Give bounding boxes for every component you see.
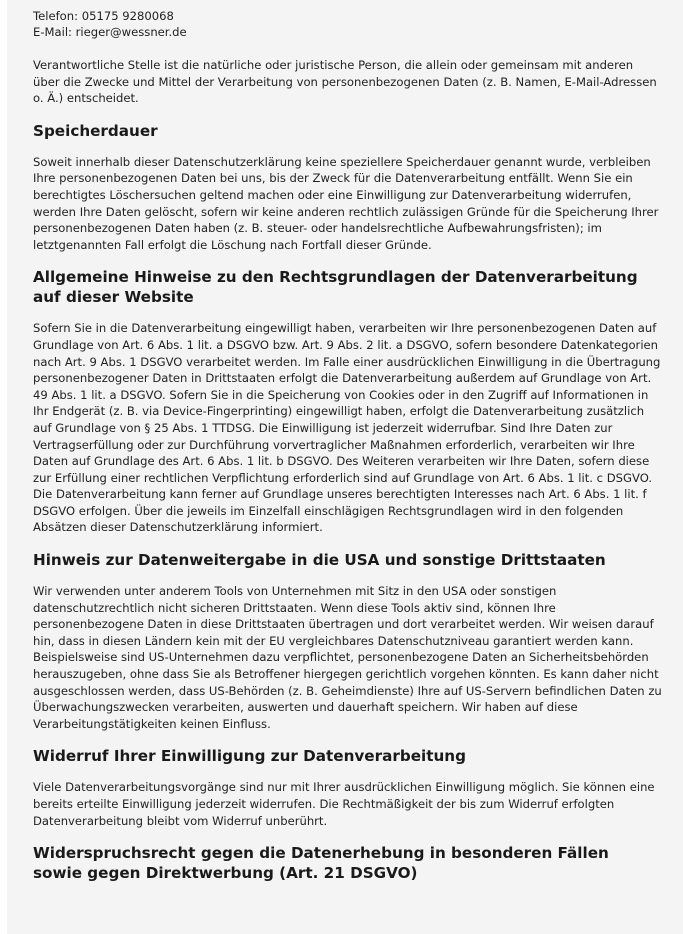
heading-legal-basis: Allgemeine Hinweise zu den Rechtsgrundlagen der Datenverarbeitung auf dieser Website [33, 268, 638, 307]
heading-data-transfer-usa: Hinweis zur Datenweitergabe in die USA und sonstige Drittstaaten [33, 551, 606, 570]
paragraph-data-transfer-usa: Wir verwenden unter anderem Tools von Unternehmen mit Sitz in den USA oder sonstigen datenschutzrechtlich nicht sicheren Drittstaaten. Wenn diese Tools aktiv sind, können Ihre personenbezogene Daten in diese Drittstaaten übertragen und dort verarbeitet werden. Wir weisen darauf hin, dass in diesen Ländern kein mit der EU vergleichbares Datenschutzniveau garantiert werden kann. Beispielsweise sind US-Unternehmen dazu verpflichtet, personenbezogene Daten an Sicherheitsbehörden herauszugeben, ohne dass Sie als Betroffener hiergegen gerichtlich vorgehen könnten. Es kann daher nicht ausgeschlossen werden, dass US-Behörden (z. B. Geheimdienste) Ihre auf US-Servern befindlichen Daten zu Überwachungszwecken verarbeiten, auswerten und dauerhaft speichern. Wir haben auf diese Verarbeitungstätigkeiten keinen Einfluss. [33, 584, 662, 731]
privacy-policy-content [33, 8, 663, 883]
heading-right-to-object: Widerspruchsrecht gegen die Datenerhebung in besonderen Fällen sowie gegen Direktwerbung (Art. 21 DSGVO) [33, 844, 609, 883]
intro-paragraph: Verantwortliche Stelle ist die natürliche oder juristische Person, die allein oder gemeinsam mit anderen über die Zwecke und Mittel der Verarbeitung von personenbezogenen Daten (z. B. Namen, E-Mail-Adressen o. Ä.) entscheidet. [33, 58, 657, 106]
paragraph-storage-duration: Soweit innerhalb dieser Datenschutzerklärung keine speziellere Speicherdauer genannt wurde, verbleiben Ihre personenbezogenen Daten bei uns, bis der Zweck für die Datenverarbeitung entfällt. Wenn Sie ein berechtigtes Löschersuchen geltend machen oder eine Einwilligung zur Datenverarbeitung widerrufen, werden Ihre Daten gelöscht, sofern wir keine anderen rechtlich zulässigen Gründe für die Speicherung Ihrer personenbezogenen Daten haben (z. B. steuer- oder handelsrechtliche Aufbewahrungsfristen); im letztgenannten Fall erfolgt die Löschung nach Fortfall dieser Gründe. [33, 154, 659, 252]
contact-phone: Telefon: 05175 9280068 [33, 9, 174, 23]
contact-email: E-Mail: rieger@wessner.de [33, 25, 187, 39]
heading-storage-duration: Speicherdauer [33, 121, 158, 140]
paragraph-consent-withdrawal: Viele Datenverarbeitungsvorgänge sind nur mit Ihrer ausdrücklichen Einwilligung möglich. Sie können eine bereits erteilte Einwilligung jederzeit widerrufen. Die Rechtmäßigkeit der bis zum Widerruf erfolgten Datenverarbeitung bleibt vom Widerruf unberührt. [33, 780, 655, 828]
privacy-policy-page [7, 0, 683, 934]
heading-consent-withdrawal: Widerruf Ihrer Einwilligung zur Datenverarbeitung [33, 747, 466, 766]
paragraph-legal-basis: Sofern Sie in die Datenverarbeitung eingewilligt haben, verarbeiten wir Ihre personenbezogenen Daten auf Grundlage von Art. 6 Abs. 1 lit. a DSGVO bzw. Art. 9 Abs. 2 lit. a DSGVO, sofern besondere Datenkategorien nach Art. 9 Abs. 1 DSGVO verarbeitet werden. Im Falle einer ausdrücklichen Einwilligung in die Übertragung personenbezogener Daten in Drittstaaten erfolgt die Datenverarbeitung außerdem auf Grundlage von Art. 49 Abs. 1 lit. a DSGVO. Sofern Sie in die Speicherung von Cookies oder in den Zugriff auf Informationen in Ihr Endgerät (z. B. via Device-Fingerprinting) eingewilligt haben, erfolgt die Datenverarbeitung zusätzlich auf Grundlage von § 25 Abs. 1 TTDSG. Die Einwilligung ist jederzeit widerrufbar. Sind Ihre Daten zur Vertragserfüllung oder zur Durchführung vorvertraglicher Maßnahmen erforderlich, verarbeiten wir Ihre Daten auf Grundlage des Art. 6 Abs. 1 lit. b DSGVO. Des Weiteren verarbeiten wir Ihre Daten, sofern diese zur Erfüllung einer rechtlichen Verpflichtung erforderlich sind auf Grundlage von Art. 6 Abs. 1 lit. c DSGVO. Die Datenverarbeitung kann ferner auf Grundlage unseres berechtigten Interesses nach Art. 6 Abs. 1 lit. f DSGVO erfolgen. Über die jeweils im Einzelfall einschlägigen Rechtsgrundlagen wird in den folgenden Absätzen dieser Datenschutzerklärung informiert. [33, 321, 661, 535]
